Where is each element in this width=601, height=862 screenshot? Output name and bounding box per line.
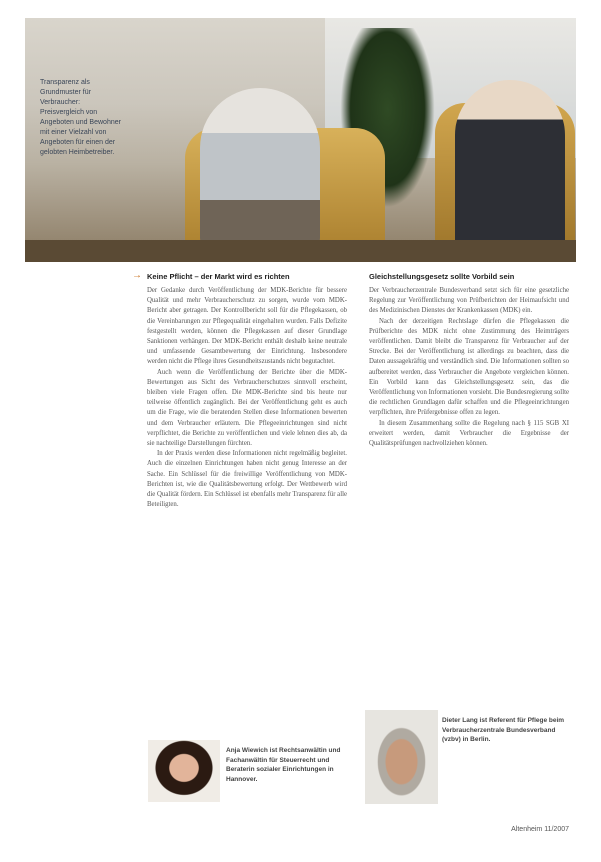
left-column-heading: Keine Pflicht – der Markt wird es richten (147, 272, 290, 281)
author-photo-1 (148, 740, 220, 802)
author-bio-1: Anja Wiewich ist Rechtsanwältin und Fachanwältin für Steuerrecht und Beraterin sozialer Einrichtungen in Hannover. (226, 747, 341, 783)
author-photo-2 (365, 710, 438, 804)
author-bio-2: Dieter Lang ist Referent für Pflege beim Verbraucherzentrale Bundesverband (vzbv) in Berlin. (442, 717, 565, 743)
page-footer: Altenheim 11/2007 (511, 826, 569, 833)
left-column (147, 286, 347, 510)
left-paragraph: Auch wenn die Veröffentlichung der Berichte über die MDK-Bewertungen aus Sicht des Verbraucherschutzes sinnvoll erscheint, bleiben viele Fragen offen. Die MDK-Berichte sind bis heute nur teilweise öffentlich zugänglich. Bei der Veröffentlichung geht es auch um die Frage, wie die beratenden Stellen diese Informationen bewerten und dem Verbraucher erläutern. Die Pflegeeinrichtungen sind nicht verpflichtet, die Berichte zu veröffentlichen und viele lehnen dies ab, da sie nachteilige Darstellungen fürchten. (147, 368, 347, 448)
photo-floor (25, 240, 576, 262)
photo-caption: Transparenz als Grundmuster für Verbraucher: Preisvergleich von Angeboten und Bewohner mit einer Vielzahl von Angeboten für einen der gelobten Heimbetreiber. (40, 79, 121, 156)
right-column-heading: Gleichstellungsgesetz sollte Vorbild sein (369, 272, 515, 281)
arrow-icon: → (132, 270, 142, 281)
photo-woman (200, 88, 320, 248)
photo-man (455, 80, 565, 260)
right-column (369, 286, 569, 449)
right-paragraph: In diesem Zusammenhang sollte die Regelung nach § 115 SGB XI erweitert werden, damit Verbraucher die Ergebnisse der Qualitätsprüfungen nachvollziehen können. (369, 419, 569, 448)
right-paragraph: Der Verbraucherzentrale Bundesverband setzt sich für eine gesetzliche Regelung zur Veröffentlichung von Prüfberichten der Heimaufsicht und des Medizinischen Dienstes der Krankenkassen (MDK) ein. (369, 287, 569, 315)
left-paragraph: In der Praxis werden diese Informationen nicht regelmäßig begleitet. Auch die einzelnen Einrichtungen haben nicht genug Interesse an der Sache. Ein Schlüssel für die freiwillige Veröffentlichung von MDK-Berichten ist, wie die Qualitätsbewertung erfolgt. Der Wettbewerb wird die Qualität fördern. Ein Schlüssel ist ebenfalls mehr Transparenz für alle Beteiligten. (147, 450, 347, 509)
left-paragraph: Der Gedanke durch Veröffentlichung der MDK-Berichte für bessere Qualität und mehr Verbraucherschutz zu sorgen, wurde vom MDK-Bericht aber getragen. Der Kontrollbericht soll für die Pflegekassen, ob die Vereinbarungen zur Pflegequalität eingehalten wurden. Falls Defizite festgestellt werden, können die Pflegekassen auf dieser Grundlage Sanktionen verhängen. Der MDK-Bericht enthält deshalb keine neutrale und umfassende Gesamtbewertung der Einrichtung. Insbesondere werden nicht die Pflege ihres Gesundheitszustands nicht begutachtet. (147, 287, 347, 366)
right-paragraph: Nach der derzeitigen Rechtslage dürfen die Pflegekassen die Prüfberichte des MDK nicht ohne Zustimmung des Heimträgers veröffentlichen. Damit bleibt die Transparenz für Verbraucher auf der Strecke. Bei der Veröffentlichung ist allerdings zu beachten, dass die Daten aussagekräftig und verständlich sind. Die Informationen sollten so aufbereitet werden, dass Verbraucher die Angebote vergleichen können. Ein Vorbild kann das Gleichstellungsgesetz sein, das die Veröffentlichung von Informationen vorsieht. Die Bundesregierung sollte die rechtlichen Grundlagen dafür schaffen und die Pflegeeinrichtungen verpflichten, ihre Prüfergebnisse offen zu legen. (369, 317, 569, 417)
